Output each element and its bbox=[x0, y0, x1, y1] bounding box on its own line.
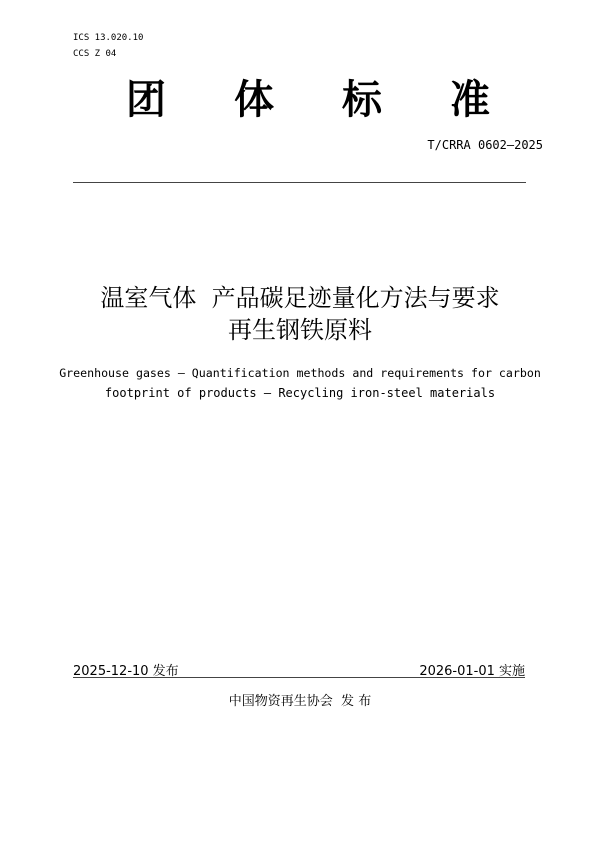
chinese-title-line-1: 温室气体 产品碳足迹量化方法与要求 bbox=[100, 284, 500, 312]
footer-divider bbox=[73, 677, 525, 678]
category-title-char: 体 bbox=[234, 77, 274, 123]
standard-number: T/CRRA 0602—2025 bbox=[427, 138, 543, 152]
category-title-char: 准 bbox=[450, 77, 490, 123]
publisher: 中国物资再生协会 发 布 bbox=[228, 694, 372, 709]
category-title bbox=[0, 76, 600, 126]
category-title-char: 标 bbox=[342, 77, 382, 123]
ccs-code: CCS Z 04 bbox=[73, 49, 117, 59]
category-title-char: 团 bbox=[126, 77, 166, 123]
english-title-line-2: footprint of products — Recycling iron-steel materials bbox=[104, 386, 496, 400]
publish-date: 2025-12-10 发布 bbox=[73, 664, 179, 679]
ics-code: ICS 13.020.10 bbox=[73, 33, 144, 43]
header-divider bbox=[73, 182, 526, 183]
classification-codes bbox=[73, 30, 143, 62]
chinese-title-line-2: 再生钢铁原料 bbox=[228, 316, 372, 344]
english-title-line-1: Greenhouse gases — Quantification methods and requirements for carbon bbox=[59, 366, 541, 380]
implementation-date: 2026-01-01 实施 bbox=[419, 664, 525, 679]
